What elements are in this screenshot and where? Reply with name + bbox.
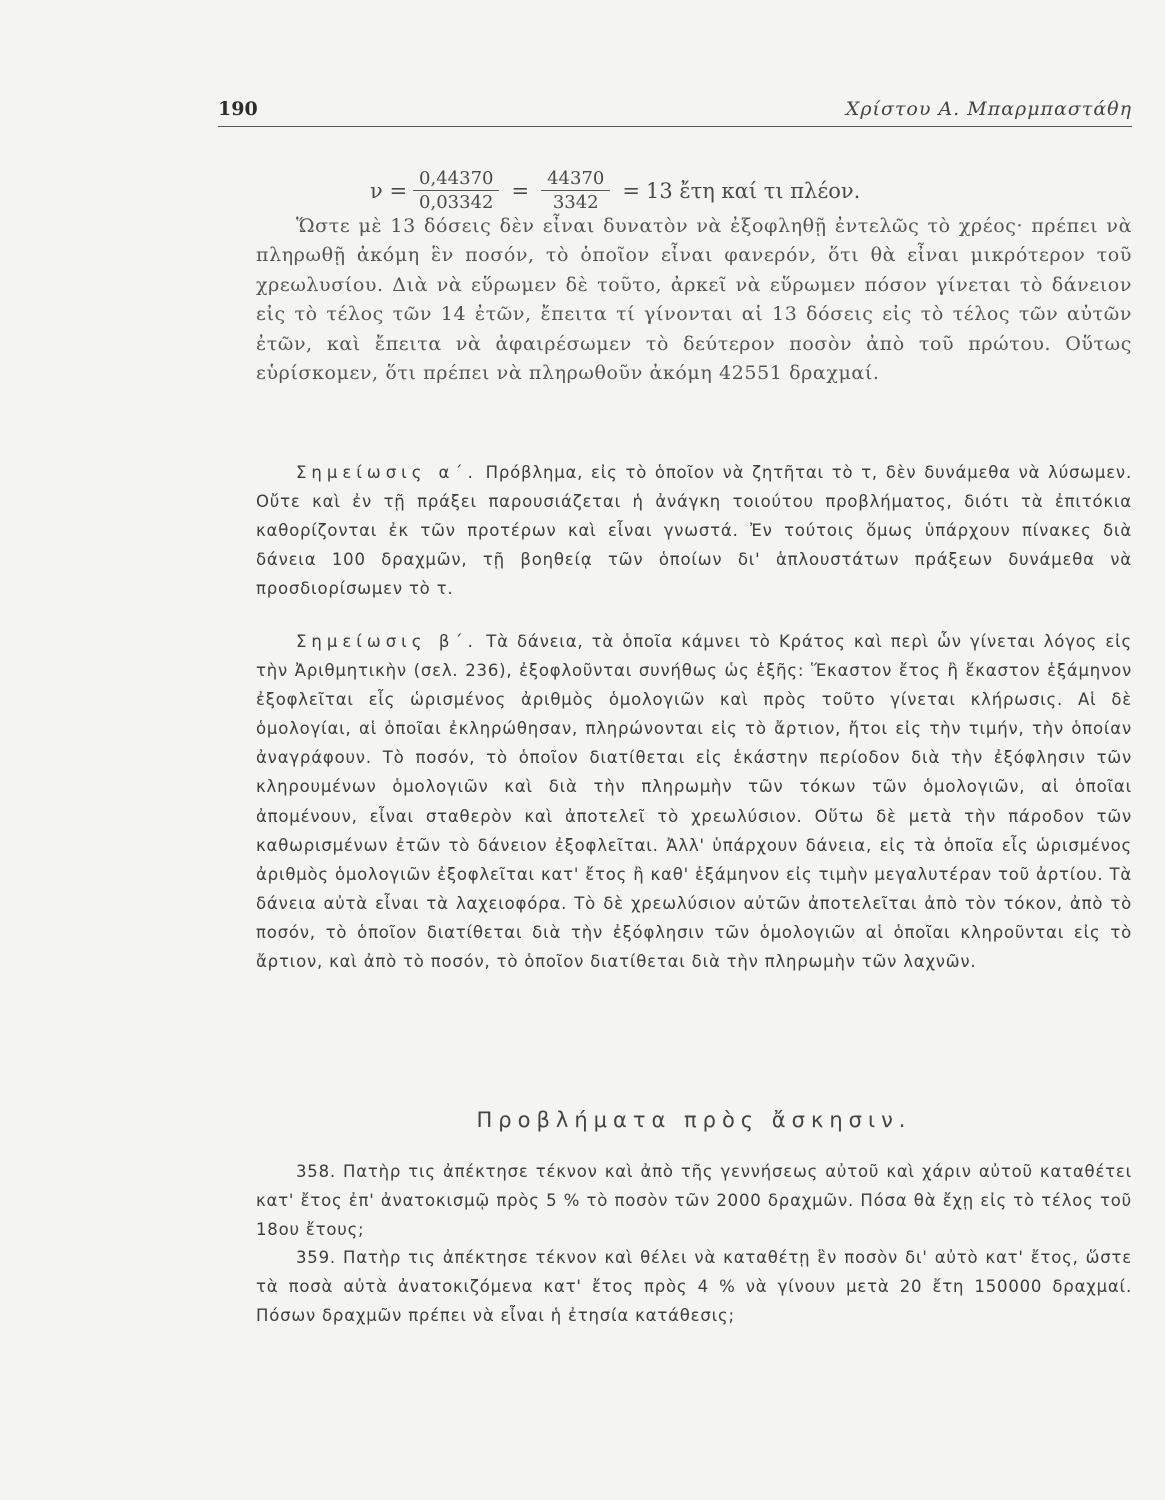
remark-a-paragraph xyxy=(256,458,1132,603)
remark-b-label: Σημείωσις β΄. xyxy=(296,632,478,651)
fraction-2-denominator: 3342 xyxy=(552,192,599,213)
page-header xyxy=(218,98,1132,127)
remark-a-text: Πρόβλημα, εἰς τὸ ὁποῖον νὰ ζητῆται τὸ τ, δὲν δυνάμεθα νὰ λύσωμεν. Οὔτε καὶ ἐν τῇ πράξει παρουσιάζεται ἡ ἀνάγκη τοιούτου προβλήματος, διότι τὰ ἐπιτόκια καθορίζονται ἐκ τῶν προτέρων καὶ εἶναι γνωστά. Ἐν τούτοις ὅμως ὑπάρχουν πίνακες διὰ δάνεια 100 δραχμῶν, τῇ βοηθείᾳ τῶν ὁποίων δι' ἁπλουστάτων πράξεων δυνάμεθα νὰ προσδιορίσωμεν τὸ τ. xyxy=(256,463,1132,599)
running-head: Χρίστου Α. Μπαρμπαστάθη xyxy=(845,98,1132,120)
remark-b-text: Τὰ δάνεια, τὰ ὁποῖα κάμνει τὸ Κράτος καὶ περὶ ὧν γίνεται λόγος εἰς τὴν Ἀριθμητικὴν (σελ. 236), ἐξοφλοῦνται συνήθως ὡς ἑξῆς: Ἕκαστον ἔτος ἢ ἕκαστον ἑξάμηνον ἐξοφλεῖται εἷς ὡρισμένος ἀριθμὸς ὁμολογιῶν καὶ πρὸς τοῦτο γίνεται κλήρωσις. Αἱ δὲ ὁμολογίαι, αἱ ὁποῖαι ἐκληρώθησαν, πληρώνονται εἰς τὸ ἄρτιον, ἤτοι εἰς τὴν τιμήν, τὴν ὁποίαν ἀναγράφουν. Τὸ ποσόν, τὸ ὁποῖον διατίθεται εἰς ἑκάστην περίοδον διὰ τὴν ἐξόφλησιν τῶν κληρουμένων ὁμολογιῶν καὶ διὰ τὴν πληρωμὴν τῶν τόκων τῶν ὁμολογιῶν, αἱ ὁποῖαι ἀπομένουν, εἶναι σταθερὸν καὶ ἀποτελεῖ τὸ χρεωλύσιον. Οὕτω δὲ μετὰ τὴν πάροδον τῶν καθωρισμένων ἐτῶν τὸ δάνειον ἐξοφλεῖται. Ἀλλ' ὑπάρχουν δάνεια, εἰς τὰ ὁποῖα εἷς ὡρισμένος ἀριθμὸς ὁμολογιῶν ἐξοφλεῖται κατ' ἔτος ἢ καθ' ἑξάμηνον εἰς τιμὴν μεγαλυτέραν τοῦ ἀρτίου. Τὰ δάνεια αὐτὰ εἶναι τὰ λαχειοφόρα. Τὸ δὲ χρεωλύσιον αὐτῶν ἀποτελεῖται ἀπὸ τὸν τόκον, ἀπὸ τὸ ποσόν, τὸ ὁποῖον διατίθεται διὰ τὴν ἐξόφλησιν τῶν ὁμολογιῶν αἱ ὁποῖαι κληροῦνται εἰς τὸ ἄρτιον, καὶ ἀπὸ τὸ ποσόν, τὸ ὁποῖον διατίθεται διὰ τὴν πληρωμὴν τῶν λαχνῶν. xyxy=(256,632,1132,972)
remark-b xyxy=(256,627,1132,976)
paragraph-conclusion xyxy=(256,212,1132,388)
equals-sign-1: = xyxy=(511,178,530,203)
fraction-2 xyxy=(541,168,610,213)
formula-lhs: ν = xyxy=(370,178,408,203)
equals-sign-2: = xyxy=(622,178,640,203)
remark-a xyxy=(256,458,1132,603)
fraction-1-denominator: 0,03342 xyxy=(419,192,494,213)
problem-358-text: 358. Πατὴρ τις ἀπέκτησε τέκνον καὶ ἀπὸ τῆς γεννήσεως αὐτοῦ καὶ χάριν αὐτοῦ καταθέτει κατ' ἔτος ἐπ' ἀνατοκισμῷ πρὸς 5 % τὸ ποσὸν τῶν 2000 δραχμῶν. Πόσα θὰ ἔχῃ εἰς τὸ τέλος τοῦ 18ου ἔτους; xyxy=(256,1162,1132,1240)
remark-a-label: Σημείωσις α΄. xyxy=(296,463,478,482)
fraction-1 xyxy=(413,168,499,213)
formula xyxy=(370,168,860,213)
paragraph-text: Ὥστε μὲ 13 δόσεις δὲν εἶναι δυνατὸν νὰ ἐξοφληθῇ ἐντελῶς τὸ χρέος· πρέπει νὰ πληρωθῇ ἀκόμη ἓν ποσόν, τὸ ὁποῖον εἶναι φανερόν, ὅτι θὰ εἶναι μικρότερον τοῦ χρεωλυσίου. Διὰ νὰ εὕρωμεν δὲ τοῦτο, ἀρκεῖ νὰ εὕρωμεν πόσον γίνεται τὸ δάνειον εἰς τὸ τέλος τῶν 14 ἐτῶν, ἔπειτα τί γίνονται αἱ 13 δόσεις εἰς τὸ τέλος τῶν αὐτῶν ἐτῶν, καὶ ἔπειτα νὰ ἀφαιρέσωμεν τὸ δεύτερον ποσὸν ἀπὸ τοῦ πρώτου. Οὕτως εὑρίσκομεν, ὅτι πρέπει νὰ πληρωθοῦν ἀκόμη 42551 δραχμαί. xyxy=(256,215,1132,385)
problem-358 xyxy=(256,1157,1132,1244)
fraction-1-numerator: 0,44370 xyxy=(413,168,499,191)
remark-b-paragraph xyxy=(256,627,1132,976)
section-title: Προβλήματα πρὸς ἄσκησιν. xyxy=(476,1108,912,1132)
problem-359 xyxy=(256,1243,1132,1330)
page-number: 190 xyxy=(218,98,258,120)
fraction-2-numerator: 44370 xyxy=(541,168,610,191)
formula-result: 13 ἔτη καί τι πλέον. xyxy=(645,178,861,203)
problem-359-text: 359. Πατὴρ τις ἀπέκτησε τέκνον καὶ θέλει νὰ καταθέτῃ ἓν ποσὸν δι' αὐτὸ κατ' ἔτος, ὥστε τὰ ποσὰ αὐτὰ ἀνατοκιζόμενα κατ' ἔτος πρὸς 4 % νὰ γίνουν μετὰ 20 ἔτη 150000 δραχμαί. Πόσων δραχμῶν πρέπει νὰ εἶναι ἡ ἐτησία κατάθεσις; xyxy=(256,1248,1132,1326)
